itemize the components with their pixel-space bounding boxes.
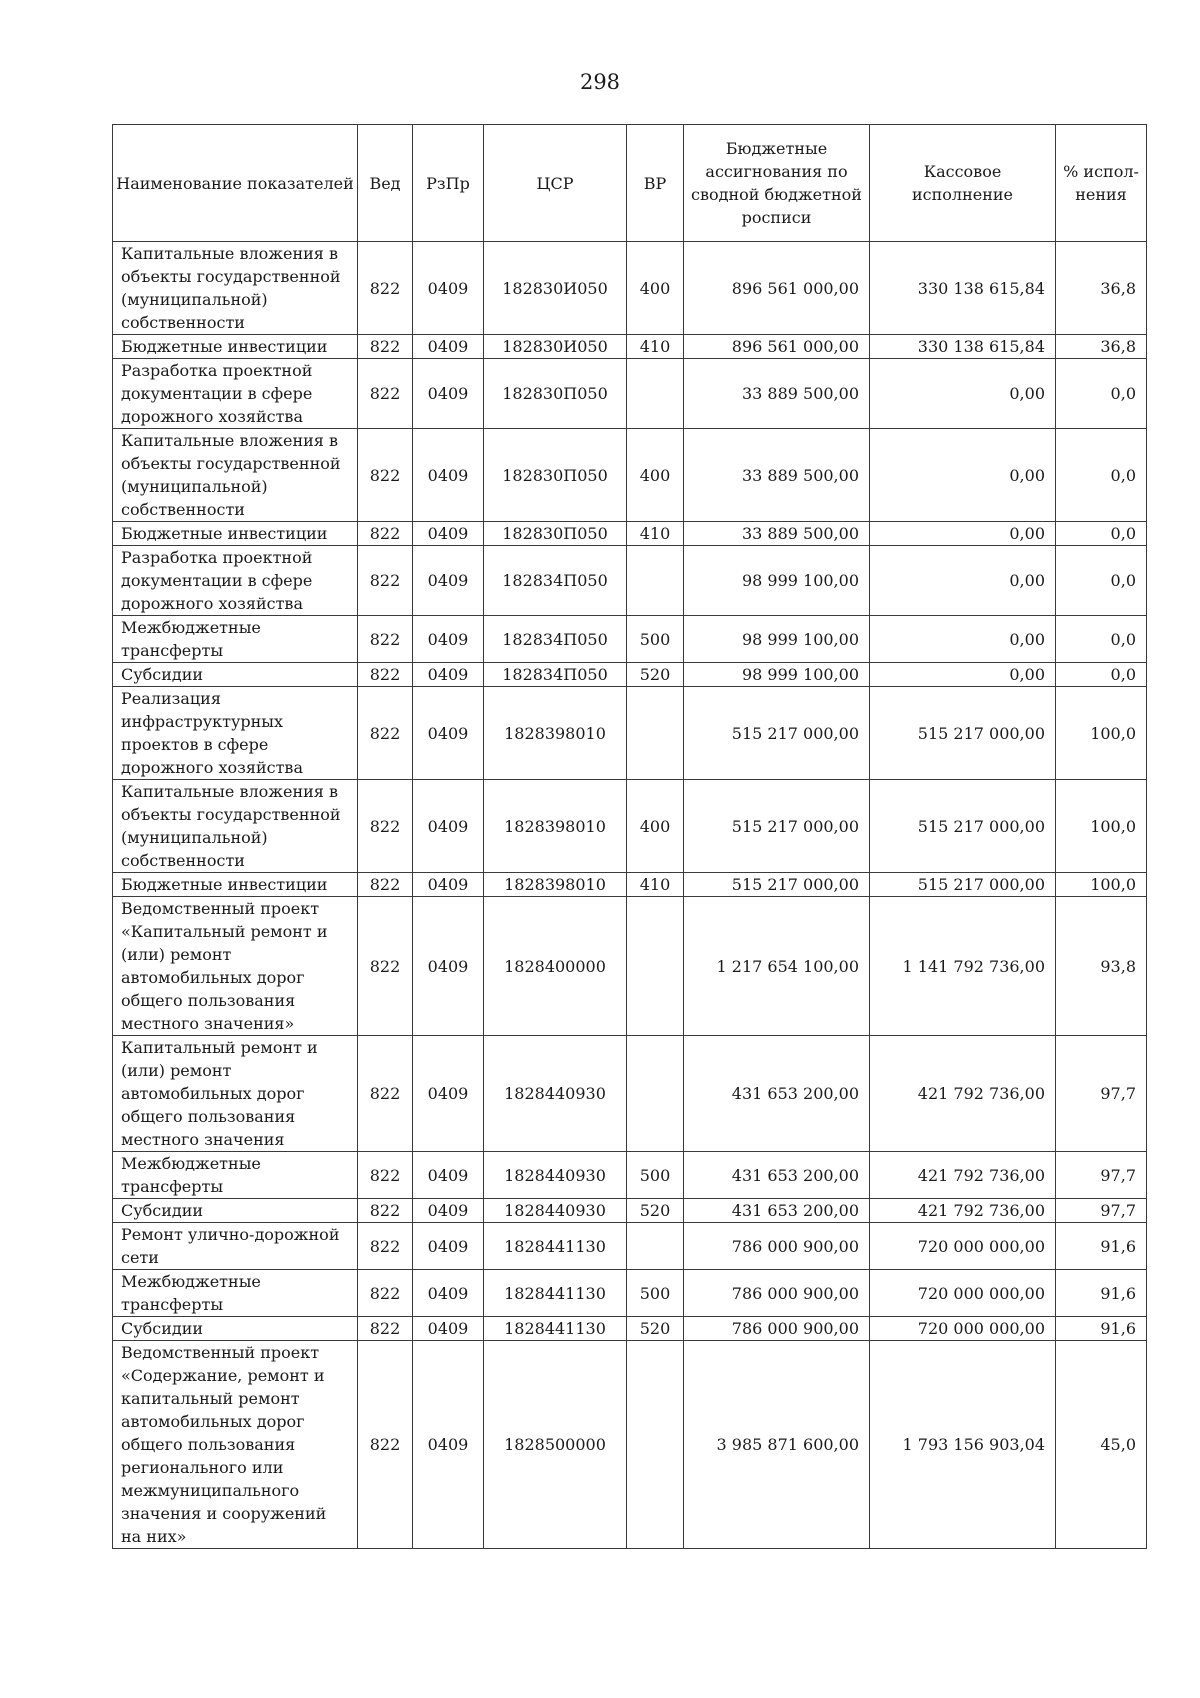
cell-cash: 0,00 bbox=[870, 429, 1056, 522]
cell-rzpr: 0409 bbox=[413, 687, 484, 780]
cell-ved: 822 bbox=[358, 546, 413, 616]
cell-cash: 515 217 000,00 bbox=[870, 780, 1056, 873]
cell-plan: 98 999 100,00 bbox=[684, 546, 870, 616]
cell-plan: 33 889 500,00 bbox=[684, 429, 870, 522]
cell-rzpr: 0409 bbox=[413, 335, 484, 359]
table-row bbox=[113, 546, 1147, 616]
cell-cash: 0,00 bbox=[870, 359, 1056, 429]
cell-ved: 822 bbox=[358, 1223, 413, 1270]
cell-csr: 182830П050 bbox=[484, 429, 627, 522]
cell-name: Межбюджетные трансферты bbox=[113, 616, 358, 663]
cell-ved: 822 bbox=[358, 1341, 413, 1549]
cell-cash: 421 792 736,00 bbox=[870, 1152, 1056, 1199]
cell-plan: 896 561 000,00 bbox=[684, 335, 870, 359]
cell-pct: 91,6 bbox=[1056, 1270, 1147, 1317]
table-row bbox=[113, 429, 1147, 522]
table-row bbox=[113, 522, 1147, 546]
cell-vr bbox=[627, 1036, 684, 1152]
cell-pct: 97,7 bbox=[1056, 1036, 1147, 1152]
header-vr: ВР bbox=[627, 125, 684, 242]
cell-cash: 515 217 000,00 bbox=[870, 687, 1056, 780]
cell-pct: 91,6 bbox=[1056, 1317, 1147, 1341]
cell-vr bbox=[627, 359, 684, 429]
cell-ved: 822 bbox=[358, 1199, 413, 1223]
cell-name: Разработка проектной документации в сфере дорожного хозяйства bbox=[113, 546, 358, 616]
table-row bbox=[113, 1317, 1147, 1341]
cell-vr bbox=[627, 546, 684, 616]
cell-pct: 36,8 bbox=[1056, 335, 1147, 359]
cell-name: Субсидии bbox=[113, 1317, 358, 1341]
cell-pct: 0,0 bbox=[1056, 522, 1147, 546]
cell-ved: 822 bbox=[358, 1036, 413, 1152]
cell-name: Ведомственный проект «Содержание, ремонт и капитальный ремонт автомобильных дорог общего пользования регионального или межмуниципального значения и сооружений на них» bbox=[113, 1341, 358, 1549]
header-ved: Вед bbox=[358, 125, 413, 242]
cell-cash: 1 141 792 736,00 bbox=[870, 897, 1056, 1036]
table-row bbox=[113, 780, 1147, 873]
table-row bbox=[113, 663, 1147, 687]
cell-pct: 0,0 bbox=[1056, 663, 1147, 687]
table-row bbox=[113, 359, 1147, 429]
cell-csr: 1828441130 bbox=[484, 1223, 627, 1270]
cell-rzpr: 0409 bbox=[413, 1223, 484, 1270]
cell-rzpr: 0409 bbox=[413, 1036, 484, 1152]
cell-pct: 0,0 bbox=[1056, 429, 1147, 522]
table-row bbox=[113, 1270, 1147, 1317]
cell-csr: 1828440930 bbox=[484, 1152, 627, 1199]
cell-rzpr: 0409 bbox=[413, 616, 484, 663]
table-header-row bbox=[113, 125, 1147, 242]
cell-vr: 520 bbox=[627, 663, 684, 687]
cell-csr: 1828440930 bbox=[484, 1036, 627, 1152]
table-row bbox=[113, 687, 1147, 780]
table-body bbox=[113, 242, 1147, 1549]
cell-vr bbox=[627, 1223, 684, 1270]
cell-ved: 822 bbox=[358, 873, 413, 897]
cell-pct: 45,0 bbox=[1056, 1341, 1147, 1549]
cell-vr: 520 bbox=[627, 1199, 684, 1223]
cell-ved: 822 bbox=[358, 1152, 413, 1199]
cell-rzpr: 0409 bbox=[413, 546, 484, 616]
cell-csr: 182834П050 bbox=[484, 546, 627, 616]
header-csr: ЦСР bbox=[484, 125, 627, 242]
cell-ved: 822 bbox=[358, 429, 413, 522]
cell-csr: 1828500000 bbox=[484, 1341, 627, 1549]
cell-ved: 822 bbox=[358, 1270, 413, 1317]
table-row bbox=[113, 616, 1147, 663]
cell-rzpr: 0409 bbox=[413, 429, 484, 522]
table-row bbox=[113, 1152, 1147, 1199]
cell-pct: 93,8 bbox=[1056, 897, 1147, 1036]
cell-vr bbox=[627, 1341, 684, 1549]
cell-vr: 500 bbox=[627, 1270, 684, 1317]
cell-ved: 822 bbox=[358, 687, 413, 780]
cell-pct: 0,0 bbox=[1056, 359, 1147, 429]
cell-csr: 1828440930 bbox=[484, 1199, 627, 1223]
cell-ved: 822 bbox=[358, 780, 413, 873]
cell-vr: 500 bbox=[627, 616, 684, 663]
table-row bbox=[113, 335, 1147, 359]
cell-csr: 182830И050 bbox=[484, 242, 627, 335]
cell-csr: 182834П050 bbox=[484, 663, 627, 687]
cell-plan: 33 889 500,00 bbox=[684, 359, 870, 429]
cell-pct: 97,7 bbox=[1056, 1152, 1147, 1199]
cell-name: Капитальные вложения в объекты государственной (муниципальной) собственности bbox=[113, 242, 358, 335]
header-plan: Бюджетные ассигнования по сводной бюджетной росписи bbox=[684, 125, 870, 242]
cell-ved: 822 bbox=[358, 335, 413, 359]
cell-csr: 182830П050 bbox=[484, 359, 627, 429]
cell-rzpr: 0409 bbox=[413, 1341, 484, 1549]
cell-plan: 98 999 100,00 bbox=[684, 616, 870, 663]
cell-pct: 91,6 bbox=[1056, 1223, 1147, 1270]
cell-cash: 720 000 000,00 bbox=[870, 1270, 1056, 1317]
cell-csr: 1828398010 bbox=[484, 687, 627, 780]
cell-name: Межбюджетные трансферты bbox=[113, 1270, 358, 1317]
cell-cash: 421 792 736,00 bbox=[870, 1199, 1056, 1223]
cell-pct: 100,0 bbox=[1056, 687, 1147, 780]
cell-pct: 100,0 bbox=[1056, 780, 1147, 873]
cell-plan: 515 217 000,00 bbox=[684, 780, 870, 873]
cell-rzpr: 0409 bbox=[413, 1152, 484, 1199]
cell-plan: 431 653 200,00 bbox=[684, 1199, 870, 1223]
cell-cash: 0,00 bbox=[870, 522, 1056, 546]
cell-vr: 500 bbox=[627, 1152, 684, 1199]
cell-plan: 431 653 200,00 bbox=[684, 1152, 870, 1199]
cell-name: Субсидии bbox=[113, 1199, 358, 1223]
cell-rzpr: 0409 bbox=[413, 1270, 484, 1317]
cell-cash: 0,00 bbox=[870, 663, 1056, 687]
cell-rzpr: 0409 bbox=[413, 780, 484, 873]
header-cash: Кассовое исполнение bbox=[870, 125, 1056, 242]
table-row bbox=[113, 1341, 1147, 1549]
table-row bbox=[113, 1199, 1147, 1223]
cell-name: Капитальные вложения в объекты государственной (муниципальной) собственности bbox=[113, 780, 358, 873]
cell-plan: 515 217 000,00 bbox=[684, 873, 870, 897]
cell-name: Капитальные вложения в объекты государственной (муниципальной) собственности bbox=[113, 429, 358, 522]
cell-vr: 400 bbox=[627, 429, 684, 522]
cell-csr: 182834П050 bbox=[484, 616, 627, 663]
cell-vr: 400 bbox=[627, 242, 684, 335]
header-name: Наименование показателей bbox=[113, 125, 358, 242]
cell-pct: 36,8 bbox=[1056, 242, 1147, 335]
cell-rzpr: 0409 bbox=[413, 242, 484, 335]
cell-rzpr: 0409 bbox=[413, 359, 484, 429]
cell-ved: 822 bbox=[358, 663, 413, 687]
table-row bbox=[113, 242, 1147, 335]
cell-plan: 896 561 000,00 bbox=[684, 242, 870, 335]
cell-ved: 822 bbox=[358, 1317, 413, 1341]
page-number: 298 bbox=[579, 70, 621, 94]
table-row bbox=[113, 1036, 1147, 1152]
cell-pct: 0,0 bbox=[1056, 546, 1147, 616]
header-rzpr: РзПр bbox=[413, 125, 484, 242]
cell-name: Реализация инфраструктурных проектов в сфере дорожного хозяйства bbox=[113, 687, 358, 780]
cell-cash: 421 792 736,00 bbox=[870, 1036, 1056, 1152]
cell-pct: 100,0 bbox=[1056, 873, 1147, 897]
cell-cash: 0,00 bbox=[870, 546, 1056, 616]
cell-name: Бюджетные инвестиции bbox=[113, 873, 358, 897]
cell-cash: 720 000 000,00 bbox=[870, 1317, 1056, 1341]
cell-vr: 410 bbox=[627, 522, 684, 546]
cell-ved: 822 bbox=[358, 897, 413, 1036]
cell-name: Бюджетные инвестиции bbox=[113, 335, 358, 359]
cell-csr: 1828398010 bbox=[484, 873, 627, 897]
cell-csr: 1828398010 bbox=[484, 780, 627, 873]
cell-plan: 1 217 654 100,00 bbox=[684, 897, 870, 1036]
cell-rzpr: 0409 bbox=[413, 1199, 484, 1223]
cell-cash: 0,00 bbox=[870, 616, 1056, 663]
cell-csr: 182830И050 bbox=[484, 335, 627, 359]
cell-rzpr: 0409 bbox=[413, 873, 484, 897]
cell-pct: 0,0 bbox=[1056, 616, 1147, 663]
cell-plan: 431 653 200,00 bbox=[684, 1036, 870, 1152]
cell-csr: 1828441130 bbox=[484, 1317, 627, 1341]
cell-vr: 400 bbox=[627, 780, 684, 873]
cell-name: Межбюджетные трансферты bbox=[113, 1152, 358, 1199]
cell-ved: 822 bbox=[358, 359, 413, 429]
cell-plan: 786 000 900,00 bbox=[684, 1223, 870, 1270]
cell-rzpr: 0409 bbox=[413, 1317, 484, 1341]
table-row bbox=[113, 873, 1147, 897]
cell-vr: 520 bbox=[627, 1317, 684, 1341]
cell-csr: 1828441130 bbox=[484, 1270, 627, 1317]
cell-vr bbox=[627, 687, 684, 780]
cell-csr: 1828400000 bbox=[484, 897, 627, 1036]
cell-name: Капитальный ремонт и (или) ремонт автомобильных дорог общего пользования местного значения bbox=[113, 1036, 358, 1152]
cell-name: Разработка проектной документации в сфере дорожного хозяйства bbox=[113, 359, 358, 429]
cell-rzpr: 0409 bbox=[413, 897, 484, 1036]
cell-ved: 822 bbox=[358, 616, 413, 663]
cell-cash: 720 000 000,00 bbox=[870, 1223, 1056, 1270]
header-pct: % испол-нения bbox=[1056, 125, 1147, 242]
table-row bbox=[113, 897, 1147, 1036]
cell-name: Субсидии bbox=[113, 663, 358, 687]
cell-pct: 97,7 bbox=[1056, 1199, 1147, 1223]
cell-cash: 515 217 000,00 bbox=[870, 873, 1056, 897]
cell-vr: 410 bbox=[627, 335, 684, 359]
cell-plan: 98 999 100,00 bbox=[684, 663, 870, 687]
budget-table bbox=[112, 124, 1147, 1549]
cell-cash: 1 793 156 903,04 bbox=[870, 1341, 1056, 1549]
cell-plan: 786 000 900,00 bbox=[684, 1317, 870, 1341]
cell-name: Ведомственный проект «Капитальный ремонт и (или) ремонт автомобильных дорог общего пользования местного значения» bbox=[113, 897, 358, 1036]
cell-ved: 822 bbox=[358, 242, 413, 335]
cell-plan: 3 985 871 600,00 bbox=[684, 1341, 870, 1549]
cell-plan: 33 889 500,00 bbox=[684, 522, 870, 546]
cell-rzpr: 0409 bbox=[413, 522, 484, 546]
cell-plan: 515 217 000,00 bbox=[684, 687, 870, 780]
cell-name: Ремонт улично-дорожной сети bbox=[113, 1223, 358, 1270]
cell-vr bbox=[627, 897, 684, 1036]
table-row bbox=[113, 1223, 1147, 1270]
cell-rzpr: 0409 bbox=[413, 663, 484, 687]
cell-cash: 330 138 615,84 bbox=[870, 335, 1056, 359]
cell-cash: 330 138 615,84 bbox=[870, 242, 1056, 335]
cell-csr: 182830П050 bbox=[484, 522, 627, 546]
cell-name: Бюджетные инвестиции bbox=[113, 522, 358, 546]
cell-vr: 410 bbox=[627, 873, 684, 897]
cell-ved: 822 bbox=[358, 522, 413, 546]
cell-plan: 786 000 900,00 bbox=[684, 1270, 870, 1317]
